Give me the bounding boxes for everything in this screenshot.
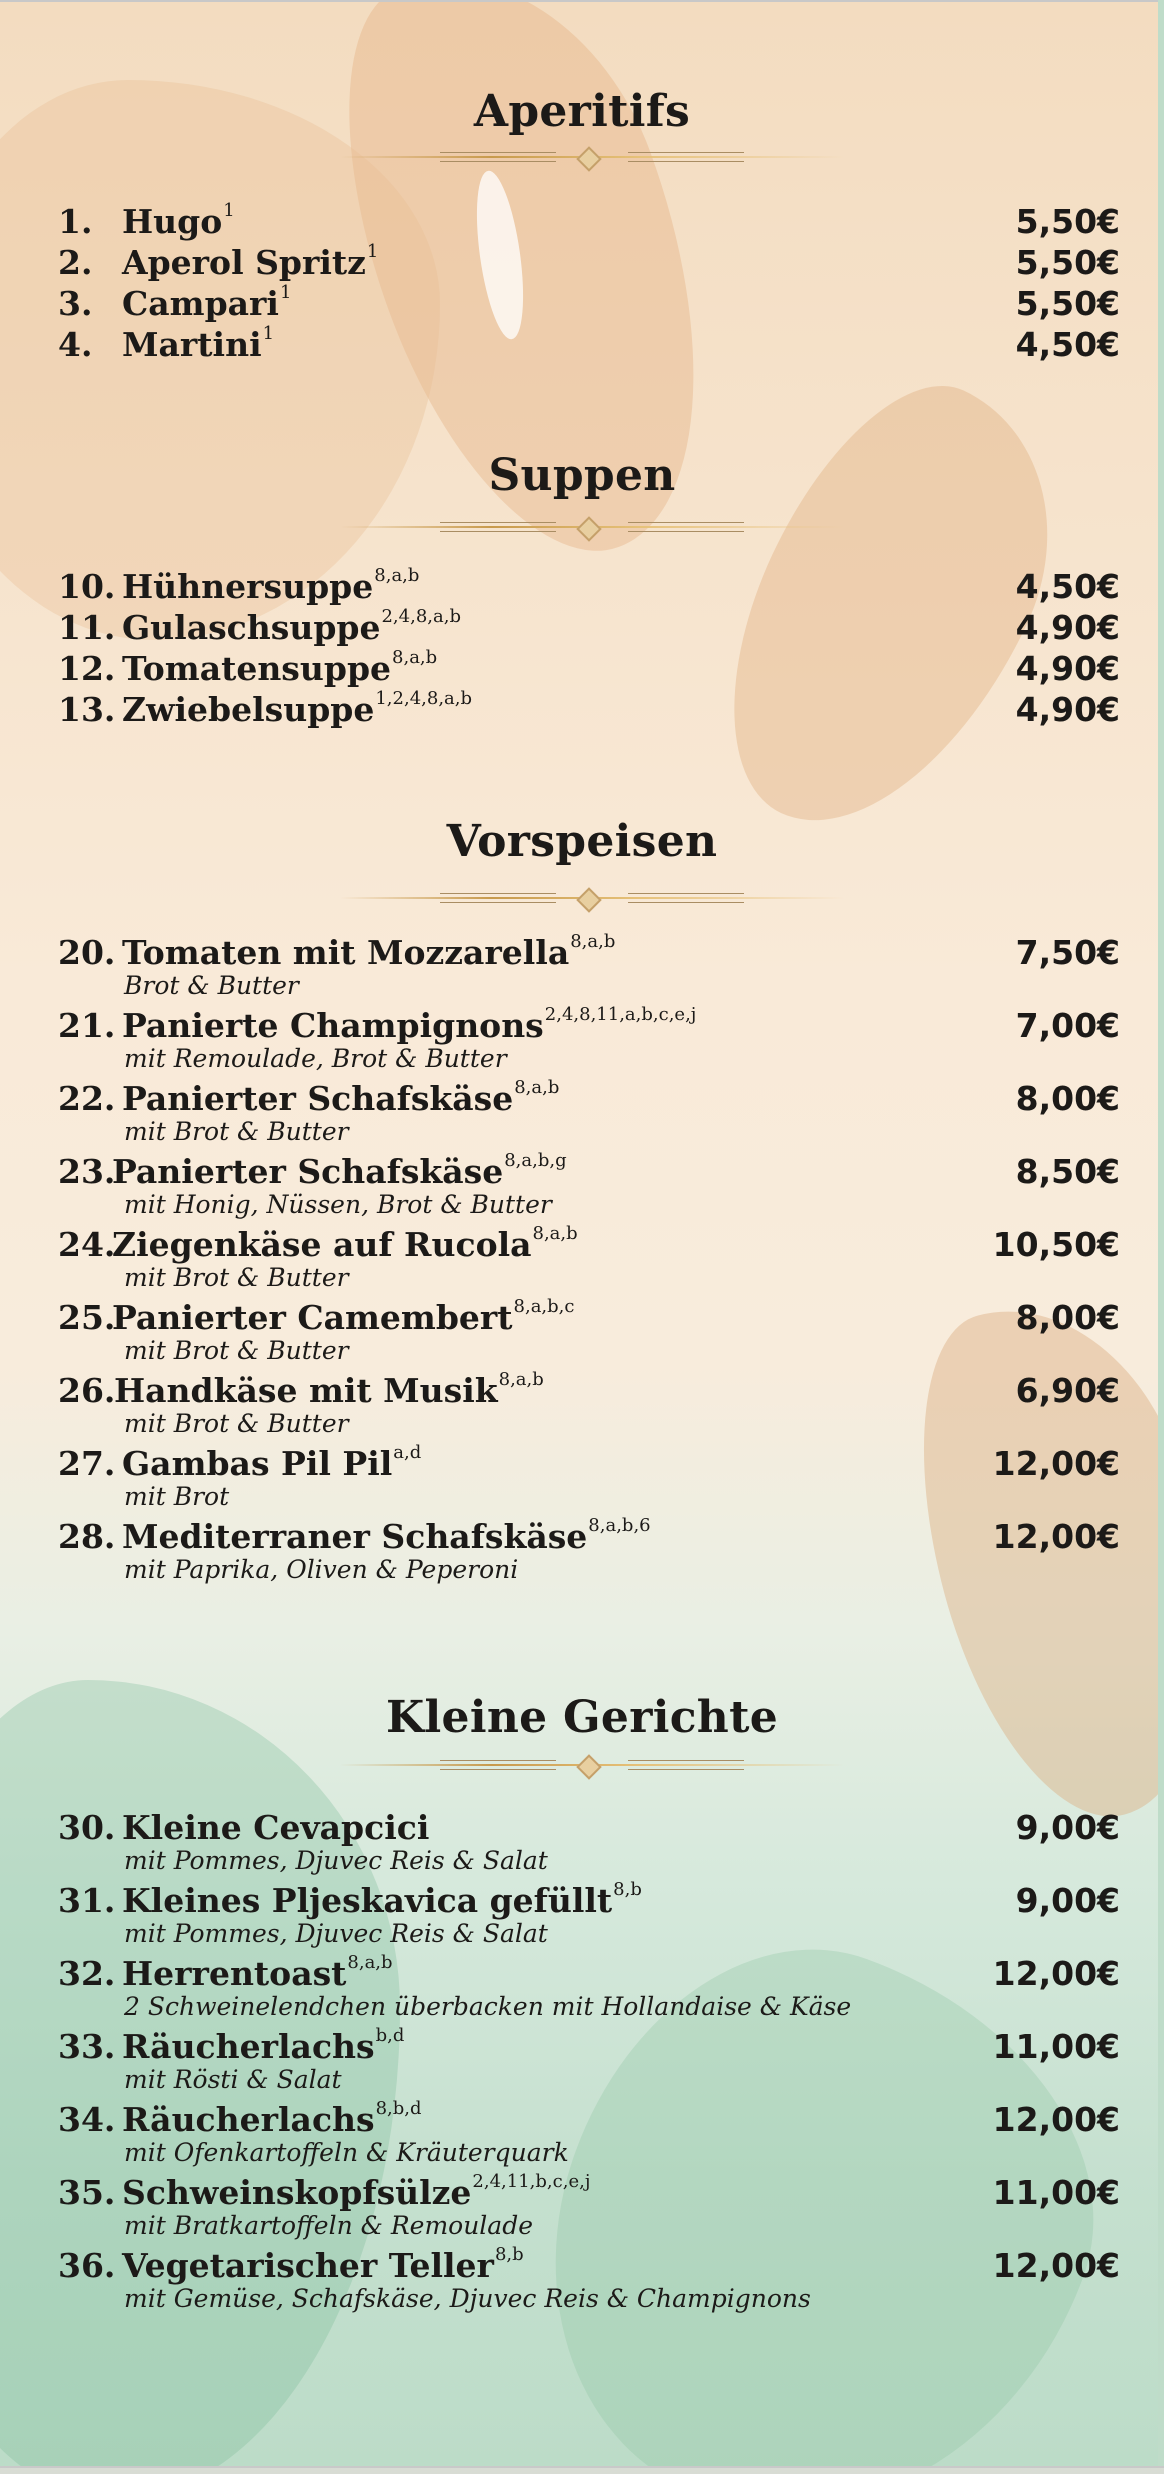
- item-name: Kleines Pljeskavica gefüllt$^{8,b}$: [122, 1879, 642, 1920]
- background-shape: [877, 1275, 1164, 1845]
- item-price: 5,50€: [1015, 243, 1120, 282]
- item-price: 4,90€: [1015, 649, 1120, 688]
- item-number: 23.: [58, 1152, 116, 1191]
- item-price: 8,50€: [1015, 1152, 1120, 1191]
- item-name: Zwiebelsuppe$^{1,2,4,8,a,b}$: [122, 688, 473, 729]
- allergen-codes: 8,a,b: [347, 1952, 393, 1973]
- item-price: 8,00€: [1015, 1079, 1120, 1118]
- ornament-divider: [340, 1758, 844, 1772]
- ornament-divider: [340, 891, 844, 905]
- item-number: 26.: [58, 1371, 116, 1410]
- item-description: mit Paprika, Oliven & Peperoni: [124, 1555, 519, 1584]
- item-name: Herrentoast$^{8,a,b}$: [122, 1952, 393, 1993]
- allergen-codes: 1: [262, 323, 275, 344]
- item-number: 22.: [58, 1079, 116, 1118]
- item-price: 12,00€: [992, 1517, 1120, 1556]
- item-description: mit Brot & Butter: [124, 1409, 349, 1438]
- item-number: 21.: [58, 1006, 116, 1045]
- ornament-divider: [340, 520, 844, 534]
- item-price: 7,00€: [1015, 1006, 1120, 1045]
- item-name: Ziegenkäse auf Rucola$^{8,a,b}$: [112, 1223, 578, 1264]
- item-number: 10.: [58, 567, 116, 606]
- item-name: Campari$^1$: [122, 282, 292, 323]
- item-price: 12,00€: [992, 1954, 1120, 1993]
- item-price: 12,00€: [992, 1444, 1120, 1483]
- allergen-codes: 1: [223, 200, 235, 221]
- item-name: Räucherlachs$^{b,d}$: [122, 2025, 405, 2066]
- item-number: 27.: [58, 1444, 116, 1483]
- item-name: Schweinskopfsülze$^{2,4,11,b,c,e,j}$: [122, 2171, 591, 2212]
- item-description: mit Brot & Butter: [124, 1263, 349, 1292]
- item-number: 1.: [58, 202, 93, 241]
- item-number: 31.: [58, 1881, 116, 1920]
- item-number: 33.: [58, 2027, 116, 2066]
- item-price: 9,00€: [1015, 1808, 1120, 1847]
- item-name: Kleine Cevapcici: [122, 1808, 430, 1847]
- item-name: Panierte Champignons$^{2,4,8,11,a,b,c,e,j}$: [122, 1004, 697, 1045]
- item-description: mit Brot & Butter: [124, 1336, 349, 1365]
- item-number: 3.: [58, 284, 93, 323]
- item-number: 12.: [58, 649, 116, 688]
- item-name: Aperol Spritz$^1$: [122, 241, 379, 282]
- allergen-codes: a,d: [393, 1442, 422, 1463]
- allergen-codes: 8,a,b: [374, 565, 420, 586]
- allergen-codes: 8,a,b,6: [588, 1515, 651, 1536]
- item-price: 5,50€: [1015, 202, 1120, 241]
- item-name: Panierter Schafskäse$^{8,a,b}$: [122, 1077, 560, 1118]
- section-title: Vorspeisen: [446, 816, 718, 867]
- section-title: Aperitifs: [473, 86, 691, 137]
- item-price: 11,00€: [992, 2027, 1120, 2066]
- allergen-codes: 2,4,8,a,b: [381, 606, 461, 627]
- item-description: mit Ofenkartoffeln & Kräuterquark: [124, 2138, 569, 2167]
- item-description: mit Remoulade, Brot & Butter: [124, 1044, 507, 1073]
- item-price: 9,00€: [1015, 1881, 1120, 1920]
- item-number: 11.: [58, 608, 116, 647]
- item-number: 36.: [58, 2246, 116, 2285]
- item-number: 35.: [58, 2173, 116, 2212]
- item-number: 4.: [58, 325, 93, 364]
- item-price: 4,90€: [1015, 690, 1120, 729]
- right-border: [1158, 0, 1164, 2472]
- item-description: mit Pommes, Djuvec Reis & Salat: [124, 1919, 548, 1948]
- item-price: 7,50€: [1015, 933, 1120, 972]
- item-price: 4,50€: [1015, 567, 1120, 606]
- allergen-codes: 8,a,b: [570, 931, 616, 952]
- item-name: Vegetarischer Teller$^{8,b}$: [122, 2244, 524, 2285]
- allergen-codes: 1: [279, 282, 292, 303]
- item-name: Panierter Schafskäse$^{8,a,b,g}$: [112, 1150, 567, 1191]
- item-description: mit Pommes, Djuvec Reis & Salat: [124, 1846, 548, 1875]
- allergen-codes: 8,b: [494, 2244, 524, 2265]
- allergen-codes: 8,a,b: [514, 1077, 560, 1098]
- allergen-codes: 8,a,b: [498, 1369, 544, 1390]
- item-description: Brot & Butter: [124, 971, 299, 1000]
- item-number: 30.: [58, 1808, 116, 1847]
- ornament-divider: [340, 150, 844, 164]
- item-name: Hugo$^1$: [122, 200, 235, 241]
- item-price: 12,00€: [992, 2246, 1120, 2285]
- item-description: 2 Schweinelendchen überbacken mit Hollandaise & Käse: [124, 1992, 852, 2021]
- item-description: mit Brot & Butter: [124, 1117, 349, 1146]
- item-price: 6,90€: [1015, 1371, 1120, 1410]
- item-name: Hühnersuppe$^{8,a,b}$: [122, 565, 420, 606]
- item-number: 13.: [58, 690, 116, 729]
- allergen-codes: 8,a,b: [532, 1223, 578, 1244]
- item-number: 20.: [58, 933, 116, 972]
- item-name: Handkäse mit Musik$^{8,a,b}$: [114, 1369, 544, 1410]
- item-number: 2.: [58, 243, 93, 282]
- allergen-codes: 2,4,8,11,a,b,c,e,j: [544, 1004, 697, 1025]
- item-description: mit Rösti & Salat: [124, 2065, 342, 2094]
- allergen-codes: 1,2,4,8,a,b: [375, 688, 473, 709]
- item-description: mit Gemüse, Schafskäse, Djuvec Reis & Champignons: [124, 2284, 811, 2313]
- bottom-border: [0, 2466, 1164, 2474]
- item-description: mit Bratkartoffeln & Remoulade: [124, 2211, 533, 2240]
- section-title: Kleine Gerichte: [385, 1692, 779, 1743]
- item-name: Martini$^1$: [122, 323, 275, 364]
- allergen-codes: b,d: [375, 2025, 405, 2046]
- item-name: Panierter Camembert$^{8,a,b,c}$: [112, 1296, 575, 1337]
- item-name: Gulaschsuppe$^{2,4,8,a,b}$: [122, 606, 461, 647]
- item-number: 24.: [58, 1225, 116, 1264]
- item-price: 12,00€: [992, 2100, 1120, 2139]
- item-name: Mediterraner Schafskäse$^{8,a,b,6}$: [122, 1515, 651, 1556]
- allergen-codes: 8,a,b,g: [504, 1150, 567, 1171]
- item-price: 5,50€: [1015, 284, 1120, 323]
- section-title: Suppen: [488, 450, 676, 501]
- item-name: Gambas Pil Pil$^{a,d}$: [122, 1442, 422, 1483]
- item-number: 25.: [58, 1298, 116, 1337]
- allergen-codes: 8,a,b: [392, 647, 438, 668]
- item-number: 32.: [58, 1954, 116, 1993]
- allergen-codes: 1: [366, 241, 379, 262]
- allergen-codes: 8,b,d: [375, 2098, 422, 2119]
- item-number: 34.: [58, 2100, 116, 2139]
- item-price: 8,00€: [1015, 1298, 1120, 1337]
- item-description: mit Honig, Nüssen, Brot & Butter: [124, 1190, 552, 1219]
- item-price: 4,90€: [1015, 608, 1120, 647]
- item-price: 4,50€: [1015, 325, 1120, 364]
- top-border: [0, 0, 1164, 2]
- item-number: 28.: [58, 1517, 116, 1556]
- item-name: Tomaten mit Mozzarella$^{8,a,b}$: [122, 931, 616, 972]
- allergen-codes: 2,4,11,b,c,e,j: [472, 2171, 591, 2192]
- item-price: 11,00€: [992, 2173, 1120, 2212]
- allergen-codes: 8,a,b,c: [513, 1296, 575, 1317]
- item-name: Tomatensuppe$^{8,a,b}$: [122, 647, 438, 688]
- item-description: mit Brot: [124, 1482, 230, 1511]
- item-name: Räucherlachs$^{8,b,d}$: [122, 2098, 422, 2139]
- item-price: 10,50€: [992, 1225, 1120, 1264]
- allergen-codes: 8,b: [613, 1879, 642, 1900]
